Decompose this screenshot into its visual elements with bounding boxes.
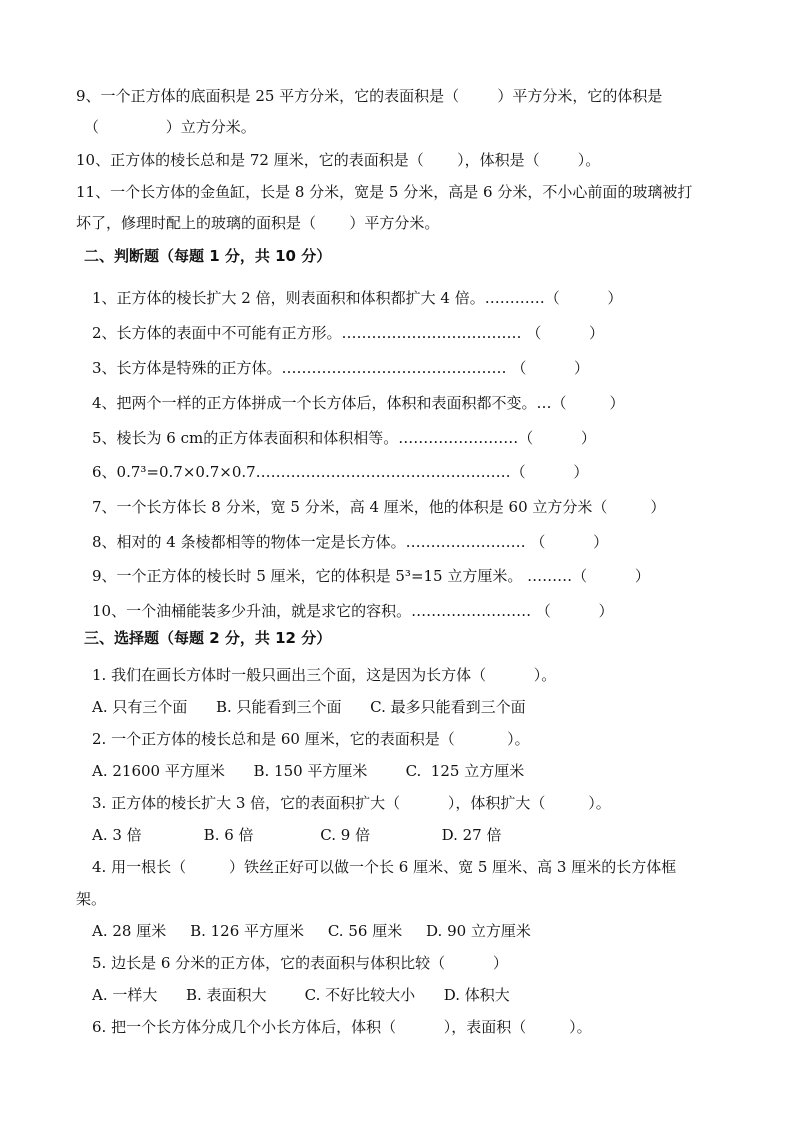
choice-q1-options: A. 只有三个面 B. 只能看到三个面 C. 最多只能看到三个面 bbox=[92, 698, 526, 716]
question-9-cont: （ ）立方分米。 bbox=[84, 118, 256, 136]
choice-q2: 2. 一个正方体的棱长总和是 60 厘米，它的表面积是（ ）。 bbox=[92, 730, 530, 748]
judge-item-10: 10、一个油桶能装多少升油，就是求它的容积。…………………… （ ） bbox=[92, 602, 614, 620]
judge-item-4: 4、把两个一样的正方体拼成一个长方体后，体积和表面积都不变。…（ ） bbox=[92, 394, 625, 412]
judge-item-2: 2、长方体的表面中不可能有正方形。……………………………… （ ） bbox=[92, 324, 604, 342]
choice-q1: 1. 我们在画长方体时一般只画出三个面，这是因为长方体（ ）。 bbox=[92, 666, 557, 684]
question-11-cont: 坏了，修理时配上的玻璃的面积是（ ）平方分米。 bbox=[76, 214, 440, 232]
choice-q3-options: A. 3 倍 B. 6 倍 C. 9 倍 D. 27 倍 bbox=[92, 826, 502, 844]
question-10: 10、正方体的棱长总和是 72 厘米，它的表面积是（ ），体积是（ ）。 bbox=[76, 151, 601, 169]
choice-q5-options: A. 一样大 B. 表面积大 C. 不好比较大小 D. 体积大 bbox=[92, 986, 510, 1004]
judge-item-5: 5、棱长为 6 cm的正方体表面积和体积相等。……………………（ ） bbox=[92, 429, 596, 447]
question-9: 9、一个正方体的底面积是 25 平方分米，它的表面积是（ ）平方分米，它的体积是 bbox=[76, 87, 663, 105]
choice-q6: 6. 把一个长方体分成几个小长方体后，体积（ ），表面积（ ）。 bbox=[92, 1018, 592, 1036]
choice-q4-options: A. 28 厘米 B. 126 平方厘米 C. 56 厘米 D. 90 立方厘米 bbox=[92, 922, 531, 940]
judge-item-6: 6、0.7³=0.7×0.7×0.7……………………………………………（ ） bbox=[92, 463, 589, 481]
section-2-title: 二、判断题（每题 1 分，共 10 分） bbox=[84, 247, 332, 265]
judge-item-7: 7、一个长方体长 8 分米，宽 5 分米，高 4 厘米，他的体积是 60 立方分米（ ） bbox=[92, 498, 666, 516]
choice-q3: 3. 正方体的棱长扩大 3 倍，它的表面积扩大（ ），体积扩大（ ）。 bbox=[92, 794, 611, 812]
choice-q4: 4. 用一根长（ ）铁丝正好可以做一个长 6 厘米、宽 5 厘米、高 3 厘米的长方体框 bbox=[92, 858, 677, 876]
question-11: 11、一个长方体的金鱼缸，长是 8 分米，宽是 5 分米，高是 6 分米，不小心前面的玻璃被打 bbox=[76, 183, 693, 201]
judge-item-9: 9、一个正方体的棱长时 5 厘米，它的体积是 5³=15 立方厘米。 ………（ ） bbox=[92, 567, 650, 585]
choice-q2-options: A. 21600 平方厘米 B. 150 平方厘米 C. 125 立方厘米 bbox=[92, 762, 525, 780]
choice-q4-cont: 架。 bbox=[76, 890, 107, 908]
section-3-title: 三、选择题（每题 2 分，共 12 分） bbox=[84, 629, 332, 647]
judge-item-3: 3、长方体是特殊的正方体。……………………………………… （ ） bbox=[92, 359, 589, 377]
judge-item-8: 8、相对的 4 条棱都相等的物体一定是长方体。…………………… （ ） bbox=[92, 533, 609, 551]
choice-q5: 5. 边长是 6 分米的正方体，它的表面积与体积比较（ ） bbox=[92, 954, 508, 972]
judge-item-1: 1、正方体的棱长扩大 2 倍，则表面积和体积都扩大 4 倍。…………（ ） bbox=[92, 289, 623, 307]
